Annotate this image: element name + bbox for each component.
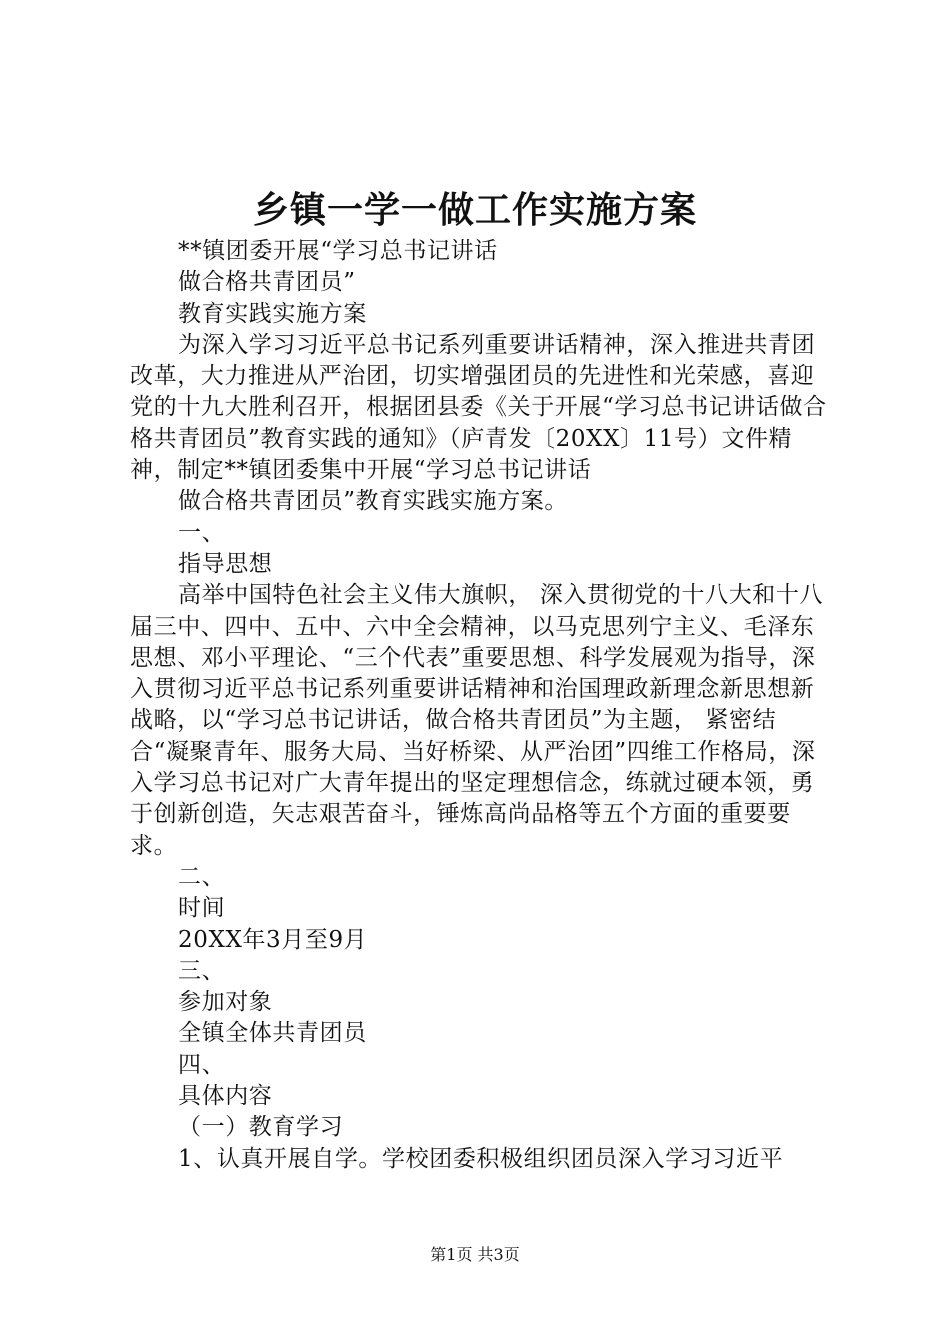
body-line: 1、认真开展自学。学校团委积极组织团员深入学习习近平 bbox=[178, 1145, 784, 1172]
body-line: 20XX年3月至9月 bbox=[178, 926, 368, 953]
body-paragraph: 为深入学习习近平总书记系列重要讲话精神，深入推进共青团改革，大力推进从严治团，切实增强团员的先进性和光荣感，喜迎党的十九大胜利召开，根据团县委《关于开展“学习总书记讲话做合格共青团员”教育实践的通知》（庐青发〔20XX〕11号）文件精神，制定**镇团委集中开展“学习总书记讲话 bbox=[130, 331, 827, 484]
section-heading: 参加对象 bbox=[178, 989, 273, 1016]
section-heading: 时间 bbox=[178, 895, 226, 922]
section-number: 一、 bbox=[178, 519, 226, 546]
body-line: 教育实践实施方案 bbox=[178, 300, 367, 327]
document-title: 乡镇一学一做工作实施方案 bbox=[252, 189, 697, 231]
page-footer: 第1页 共3页 bbox=[430, 1245, 520, 1264]
document-body bbox=[130, 236, 830, 1175]
section-heading: 指导思想 bbox=[178, 550, 273, 577]
body-paragraph: 高举中国特色社会主义伟大旗帜， 深入贯彻党的十八大和十八届三中、四中、五中、六中全会精神，以马克思列宁主义、毛泽东思想、邓小平理论、“三个代表”重要思想、科学发展观为指导，深入贯彻习近平总书记系列重要讲话精神和治国理政新理念新思想新战略，以“学习总书记讲话，做合格共青团员”为主题， 紧密结合“凝聚青年、服务大局、当好桥梁、从严治团”四维工作格局，深入学习总书记对广大青年提出的坚定理想信念，练就过硬本领，勇于创新创造，矢志艰苦奋斗，锤炼高尚品格等五个方面的重要要求。 bbox=[130, 582, 824, 859]
section-heading: 具体内容 bbox=[178, 1083, 273, 1110]
subsection-heading: （一）教育学习 bbox=[178, 1114, 344, 1141]
body-line: 全镇全体共青团员 bbox=[178, 1020, 367, 1047]
body-line: **镇团委开展“学习总书记讲话 bbox=[178, 238, 498, 264]
body-line: 做合格共青团员” bbox=[178, 269, 356, 296]
section-number: 二、 bbox=[178, 863, 226, 890]
body-line: 做合格共青团员”教育实践实施方案。 bbox=[178, 488, 568, 515]
section-number: 四、 bbox=[178, 1051, 226, 1078]
section-number: 三、 bbox=[178, 957, 226, 984]
